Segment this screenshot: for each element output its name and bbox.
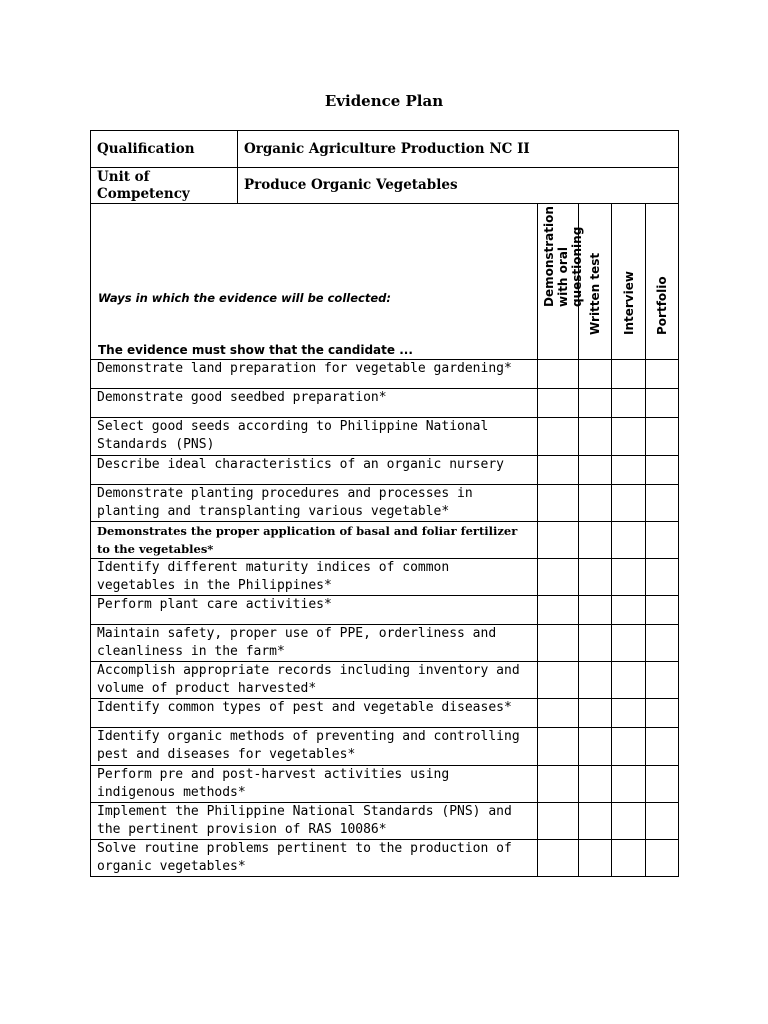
criterion-text: Identify different maturity indices of common vegetables in the Philippines* [91,559,538,596]
evidence-checkbox-cell[interactable] [579,728,612,766]
evidence-checkbox-cell[interactable] [538,418,579,456]
qualification-value: Organic Agriculture Production NC II [238,131,679,168]
evidence-checkbox-cell[interactable] [538,456,579,485]
evidence-checkbox-cell[interactable] [646,418,679,456]
evidence-checkbox-cell[interactable] [579,389,612,418]
method-label: Demonstration with oral questioning [542,206,584,307]
criterion-row [91,456,679,485]
criterion-row [91,596,679,625]
criterion-text: Identify common types of pest and vegetable diseases* [91,699,538,728]
evidence-checkbox-cell[interactable] [612,418,646,456]
evidence-checkbox-cell[interactable] [538,699,579,728]
evidence-checkbox-cell[interactable] [579,803,612,840]
evidence-checkbox-cell[interactable] [579,840,612,877]
evidence-checkbox-cell[interactable] [538,389,579,418]
evidence-checkbox-cell[interactable] [646,522,679,559]
criterion-text: Demonstrate planting procedures and processes in planting and transplanting various vegetable* [91,485,538,522]
evidence-checkbox-cell[interactable] [538,559,579,596]
evidence-checkbox-cell[interactable] [579,456,612,485]
evidence-checkbox-cell[interactable] [538,596,579,625]
evidence-checkbox-cell[interactable] [612,485,646,522]
evidence-checkbox-cell[interactable] [538,485,579,522]
evidence-checkbox-cell[interactable] [612,596,646,625]
evidence-checkbox-cell[interactable] [579,522,612,559]
candidate-must-show-label: The evidence must show that the candidate ... [98,343,413,357]
evidence-checkbox-cell[interactable] [612,699,646,728]
evidence-checkbox-cell[interactable] [612,522,646,559]
evidence-checkbox-cell[interactable] [646,728,679,766]
criterion-text: Describe ideal characteristics of an organic nursery [91,456,538,485]
criterion-text: Solve routine problems pertinent to the production of organic vegetables* [91,840,538,877]
evidence-checkbox-cell[interactable] [538,766,579,803]
criterion-text: Identify organic methods of preventing and controlling pest and diseases for vegetables* [91,728,538,766]
ways-collected-label: Ways in which the evidence will be collected: [98,291,391,305]
evidence-checkbox-cell[interactable] [579,418,612,456]
criterion-row [91,840,679,877]
evidence-checkbox-cell[interactable] [538,522,579,559]
evidence-checkbox-cell[interactable] [646,389,679,418]
evidence-checkbox-cell[interactable] [646,803,679,840]
qualification-label: Qualification [91,131,238,168]
evidence-checkbox-cell[interactable] [538,625,579,662]
evidence-checkbox-cell[interactable] [579,766,612,803]
evidence-checkbox-cell[interactable] [646,559,679,596]
evidence-checkbox-cell[interactable] [646,596,679,625]
evidence-checkbox-cell[interactable] [612,840,646,877]
evidence-checkbox-cell[interactable] [612,559,646,596]
evidence-checkbox-cell[interactable] [646,360,679,389]
evidence-checkbox-cell[interactable] [579,559,612,596]
evidence-checkbox-cell[interactable] [538,728,579,766]
unit-row [91,168,679,204]
criterion-text: Demonstrate good seedbed preparation* [91,389,538,418]
unit-value: Produce Organic Vegetables [238,168,679,204]
method-header-demonstration [538,204,584,360]
evidence-checkbox-cell[interactable] [612,803,646,840]
evidence-checkbox-cell[interactable] [538,662,579,699]
evidence-checkbox-cell[interactable] [579,360,612,389]
criterion-text: Accomplish appropriate records including inventory and volume of product harvested* [91,662,538,699]
evidence-plan-table [90,130,679,877]
criterion-text: Perform plant care activities* [91,596,538,625]
evidence-checkbox-cell[interactable] [612,360,646,389]
evidence-checkbox-cell[interactable] [646,699,679,728]
evidence-checkbox-cell[interactable] [612,389,646,418]
evidence-checkbox-cell[interactable] [538,360,579,389]
criterion-text: Demonstrate land preparation for vegetable gardening* [91,360,538,389]
evidence-checkbox-cell[interactable] [646,485,679,522]
methods-header-row [91,204,679,360]
criterion-row [91,360,679,389]
criterion-row [91,522,679,559]
evidence-checkbox-cell[interactable] [646,662,679,699]
criterion-row [91,662,679,699]
evidence-checkbox-cell[interactable] [612,456,646,485]
criterion-row [91,389,679,418]
criterion-text: Maintain safety, proper use of PPE, orderliness and cleanliness in the farm* [91,625,538,662]
criterion-row [91,418,679,456]
criterion-row [91,803,679,840]
evidence-checkbox-cell[interactable] [579,485,612,522]
criterion-row [91,699,679,728]
method-header-interview [612,204,646,360]
evidence-checkbox-cell[interactable] [612,766,646,803]
evidence-checkbox-cell[interactable] [579,596,612,625]
evidence-intro-cell [91,204,538,360]
criterion-text: Implement the Philippine National Standards (PNS) and the pertinent provision of RAS 10086* [91,803,538,840]
unit-label: Unit of Competency [91,168,238,204]
criterion-text: Demonstrates the proper application of basal and foliar fertilizer to the vegetables* [91,522,538,559]
evidence-checkbox-cell[interactable] [538,803,579,840]
evidence-checkbox-cell[interactable] [579,625,612,662]
evidence-checkbox-cell[interactable] [612,625,646,662]
method-label: Written test [588,252,602,335]
criterion-row [91,766,679,803]
criterion-row [91,728,679,766]
method-header-written-test [579,204,612,360]
evidence-checkbox-cell[interactable] [538,840,579,877]
evidence-checkbox-cell[interactable] [612,662,646,699]
evidence-checkbox-cell[interactable] [646,766,679,803]
method-header-portfolio [646,204,679,360]
criterion-row [91,485,679,522]
criterion-text: Select good seeds according to Philippine National Standards (PNS) [91,418,538,456]
method-label: Portfolio [655,276,669,335]
evidence-checkbox-cell[interactable] [579,699,612,728]
evidence-checkbox-cell[interactable] [579,662,612,699]
method-label: Interview [621,271,636,335]
criterion-text: Perform pre and post-harvest activities using indigenous methods* [91,766,538,803]
qualification-row [91,131,679,168]
evidence-checkbox-cell[interactable] [646,456,679,485]
document-title: Evidence Plan [324,92,444,110]
criterion-row [91,625,679,662]
evidence-checkbox-cell[interactable] [646,625,679,662]
evidence-checkbox-cell[interactable] [646,840,679,877]
criterion-row [91,559,679,596]
evidence-checkbox-cell[interactable] [612,728,646,766]
